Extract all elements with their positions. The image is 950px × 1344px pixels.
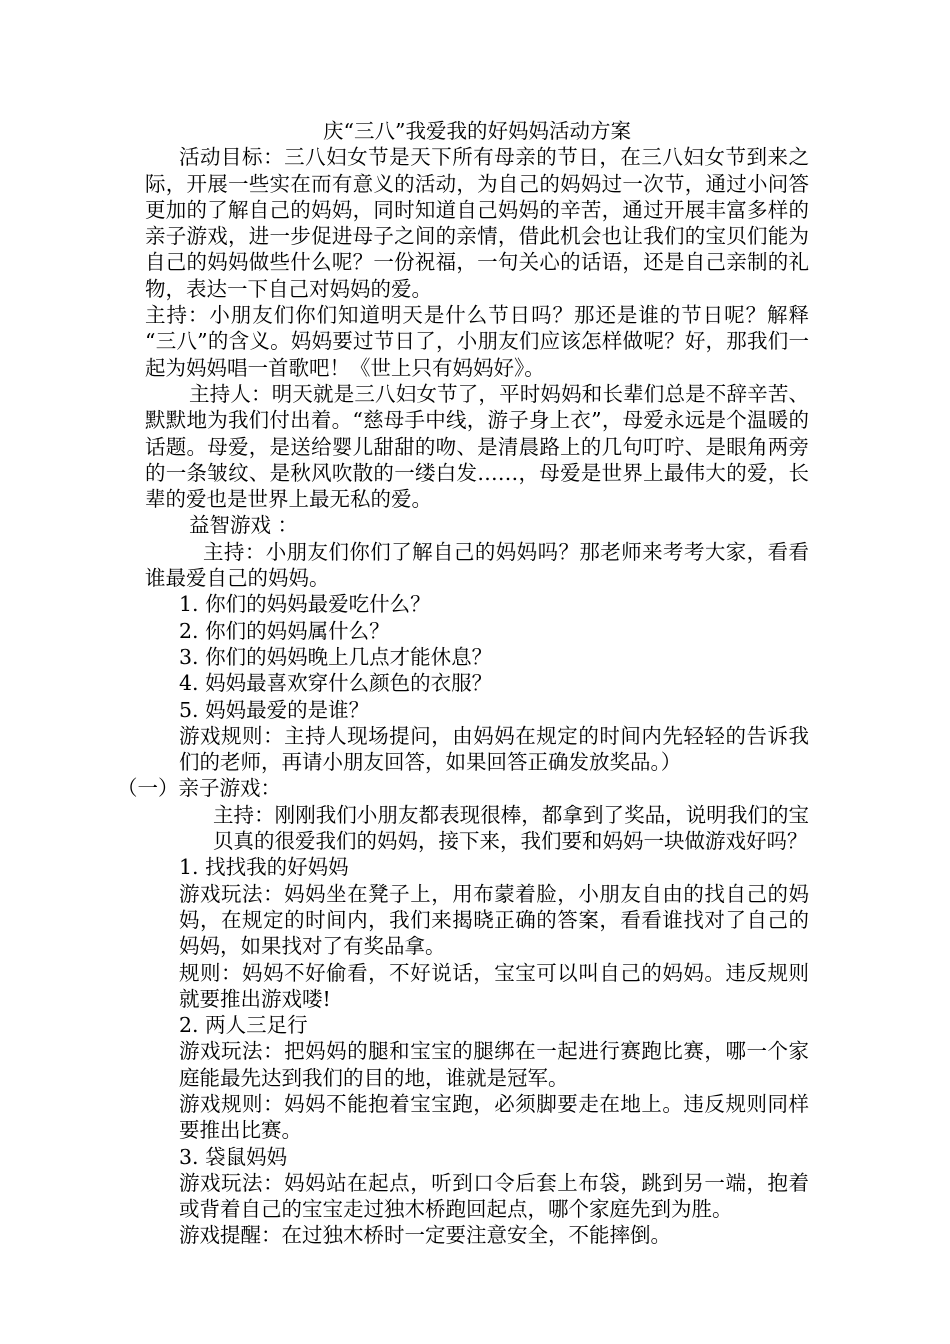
activity-goal-paragraph: 活动目标：三八妇女节是天下所有母亲的节日，在三八妇女节到来之际，开展一些实在而有意义的活动，为自己的妈妈过一次节，通过小问答更加的了解自己的妈妈，同时知道自己妈妈的辛苦，通过开展丰富多样的亲子游戏，进一步促进母子之间的亲情，借此机会也让我们的宝贝们能为自己的妈妈做些什么呢？一份祝福，一句关心的话语，还是自己亲制的礼物，表达一下自己对妈妈的爱。: [145, 145, 809, 301]
game-rule-paragraph: 游戏提醒：在过独木桥时一定要注意安全，不能摔倒。: [179, 1223, 671, 1248]
section-heading-parent-child-games: （一）亲子游戏：: [117, 776, 281, 801]
game-rule-paragraph: 规则：妈妈不好偷看，不好说话，宝宝可以叫自己的妈妈。违反规则就要推出游戏喽!: [179, 960, 809, 1011]
question-item: 3. 你们的妈妈晚上几点才能休息？: [179, 644, 493, 669]
question-item: 5. 妈妈最爱的是谁？: [179, 697, 370, 722]
document-body: [117, 118, 809, 1249]
question-item: 2. 你们的妈妈属什么？: [179, 618, 390, 643]
puzzle-host-paragraph: 主持：小朋友们你们了解自己的妈妈吗？那老师来考考大家，看看谁最爱自己的妈妈。: [145, 539, 809, 591]
host-intro-paragraph: 主持：小朋友们你们知道明天是什么节日吗？那还是谁的节日呢？解释 “三八”的含义。妈妈要过节日了，小朋友们应该怎样做呢？好，那我们一起为妈妈唱一首歌吧！《世上只有妈妈好》。: [145, 303, 809, 380]
question-item: 1. 你们的妈妈最爱吃什么？: [179, 592, 431, 617]
host-mother-love-paragraph: 主持人：明天就是三八妇女节了，平时妈妈和长辈们总是不辞辛苦、默默地为我们付出着。“慈母手中线，游子身上衣”，母爱永远是个温暖的话题。母爱，是送给婴儿甜甜的吻、是清晨路上的几句叮咛、是眼角两旁的一条皱纹、是秋风吹散的一缕白发……，母爱是世界上最伟大的爱，长辈的爱也是世界上最无私的爱。: [145, 381, 809, 512]
game-play-paragraph: 游戏玩法：妈妈站在起点，听到口令后套上布袋，跳到另一端，抱着或背着自己的宝宝走过独木桥跑回起点，哪个家庭先到为胜。: [179, 1170, 809, 1222]
puzzle-game-heading: 益智游戏 ：: [189, 513, 299, 538]
game-play-paragraph: 游戏玩法：把妈妈的腿和宝宝的腿绑在一起进行赛跑比赛，哪一个家庭能最先达到我们的目的地，谁就是冠军。: [179, 1039, 809, 1090]
game-title: 1. 找找我的好妈妈: [179, 855, 349, 880]
puzzle-rules-paragraph: 游戏规则：主持人现场提问，由妈妈在规定的时间内先轻轻的告诉我们的老师，再请小朋友回答，如果回答正确发放奖品。）: [179, 723, 809, 775]
document-title: 庆“三八”我爱我的好妈妈活动方案: [323, 119, 631, 143]
section-host-paragraph: 主持：刚刚我们小朋友都表现很棒，都拿到了奖品，说明我们的宝贝真的很爱我们的妈妈，接下来，我们要和妈妈一块做游戏好吗？: [213, 802, 809, 854]
game-play-paragraph: 游戏玩法：妈妈坐在凳子上，用布蒙着脸，小朋友自由的找自己的妈妈，在规定的时间内，我们来揭晓正确的答案，看看谁找对了自己的妈妈，如果找对了有奖品拿。: [179, 881, 809, 959]
game-title: 2. 两人三足行: [179, 1013, 308, 1038]
game-rule-paragraph: 游戏规则：妈妈不能抱着宝宝跑，必须脚要走在地上。违反规则同样要推出比赛。: [179, 1091, 809, 1143]
game-title: 3. 袋鼠妈妈: [179, 1144, 288, 1169]
question-item: 4. 妈妈最喜欢穿什么颜色的衣服？: [179, 671, 493, 696]
